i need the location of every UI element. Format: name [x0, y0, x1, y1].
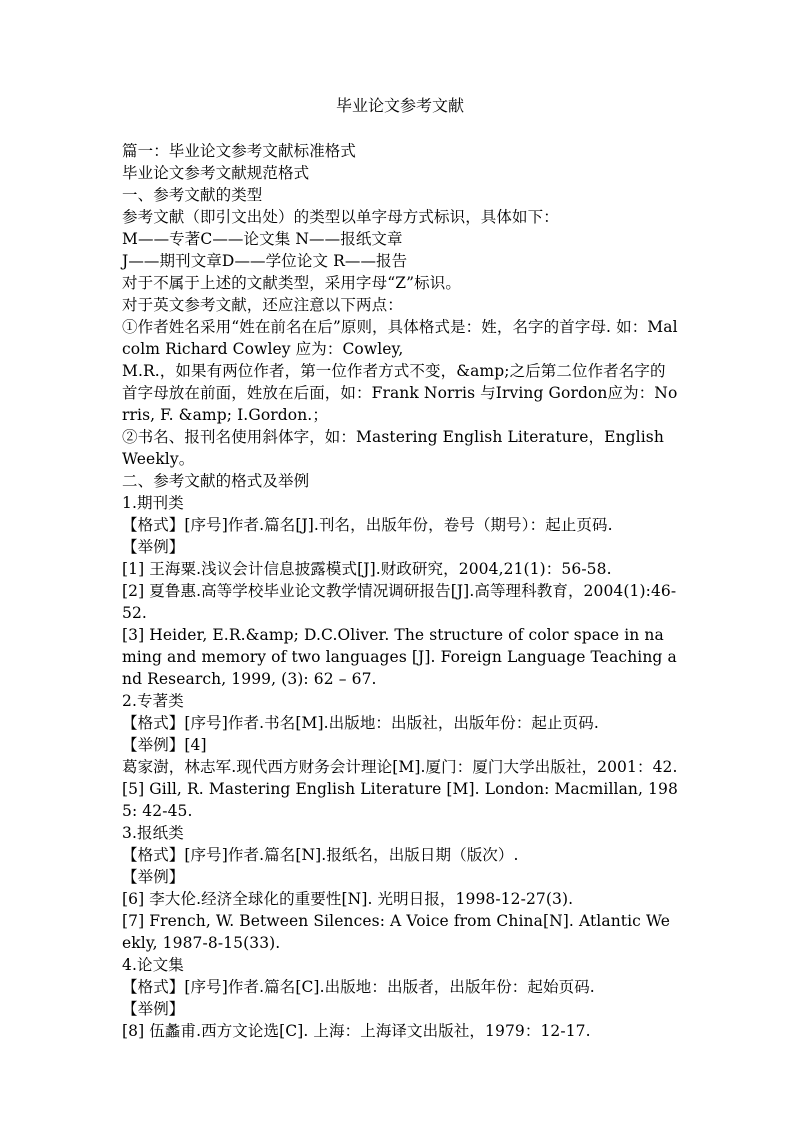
text-line: 二、参考文献的格式及举例 — [122, 472, 310, 490]
text-line: 【格式】[序号]作者.篇名[N].报纸名，出版日期（版次）. — [122, 846, 519, 864]
text-line: [7] French, W. Between Silences: A Voice from China[N]. Atlantic Weekly, 1987-8-15(33). — [122, 912, 671, 952]
text-line: 参考文献（即引文出处）的类型以单字母方式标识，具体如下： — [122, 208, 559, 226]
text-line: 【举例】 — [122, 868, 185, 886]
text-line: ②书名、报刊名使用斜体字，如：Mastering English Literature，English Weekly。 — [122, 428, 664, 468]
text-line: 【格式】[序号]作者.篇名[J].刊名，出版年份，卷号（期号）：起止页码. — [122, 516, 613, 534]
text-line: 【举例】[4] — [122, 736, 207, 754]
text-line: [8] 伍蠡甫.西方文论选[C]. 上海：上海译文出版社，1979：12-17. — [122, 1022, 591, 1040]
text-line: [2] 夏鲁惠.高等学校毕业论文教学情况调研报告[J].高等理科教育，2004(1):46-52. — [122, 582, 677, 622]
text-line: 1.期刊类 — [122, 494, 184, 512]
text-line: 2.专著类 — [122, 692, 184, 710]
text-line: [1] 王海粟.浅议会计信息披露模式[J].财政研究，2004,21(1)：56-58. — [122, 560, 612, 578]
text-line: 【格式】[序号]作者.篇名[C].出版地：出版者，出版年份：起始页码. — [122, 978, 595, 996]
text-line: [5] Gill, R. Mastering English Literature [M]. London: Macmillan, 1985: 42-45. — [122, 780, 678, 820]
text-line: 【举例】 — [122, 538, 185, 556]
text-line: 篇一：毕业论文参考文献标准格式 — [122, 142, 357, 160]
text-line: ①作者姓名采用“姓在前名在后”原则，具体格式是：姓，名字的首字母. 如：Malcolm Richard Cowley 应为：Cowley, — [122, 318, 678, 358]
text-line: M.R.，如果有两位作者，第一位作者方式不变，&amp;之后第二位作者名字的首字母放在前面，姓放在后面，如：Frank Norris 与Irving Gordon应为：Norris, F. &amp; I.Gordon.； — [122, 362, 678, 424]
text-line: 对于不属于上述的文献类型，采用字母“Z”标识。 — [122, 274, 461, 292]
text-line: [6] 李大伦.经济全球化的重要性[N]. 光明日报，1998-12-27(3). — [122, 890, 574, 908]
document-body — [122, 140, 678, 1042]
text-line: 3.报纸类 — [122, 824, 184, 842]
text-line: 毕业论文参考文献规范格式 — [122, 164, 310, 182]
text-line: 【格式】[序号]作者.书名[M].出版地：出版社，出版年份：起止页码. — [122, 714, 599, 732]
text-line: J——期刊文章D——学位论文 R——报告 — [122, 252, 408, 270]
text-line: M——专著C——论文集 N——报纸文章 — [122, 230, 403, 248]
text-line: 一、参考文献的类型 — [122, 186, 263, 204]
text-line: 【举例】 — [122, 1000, 185, 1018]
text-line: 4.论文集 — [122, 956, 184, 974]
text-line: [3] Heider, E.R.&amp; D.C.Oliver. The structure of color space in naming and memory of two languages [J]. Foreign Language Teaching and Research, 1999, (3): 62 – 67. — [122, 626, 677, 688]
document-title: 毕业论文参考文献 — [335, 96, 464, 115]
text-line: 对于英文参考文献，还应注意以下两点： — [122, 296, 403, 314]
text-line: 葛家澍，林志军.现代西方财务会计理论[M].厦门：厦门大学出版社，2001：42. — [122, 758, 678, 776]
